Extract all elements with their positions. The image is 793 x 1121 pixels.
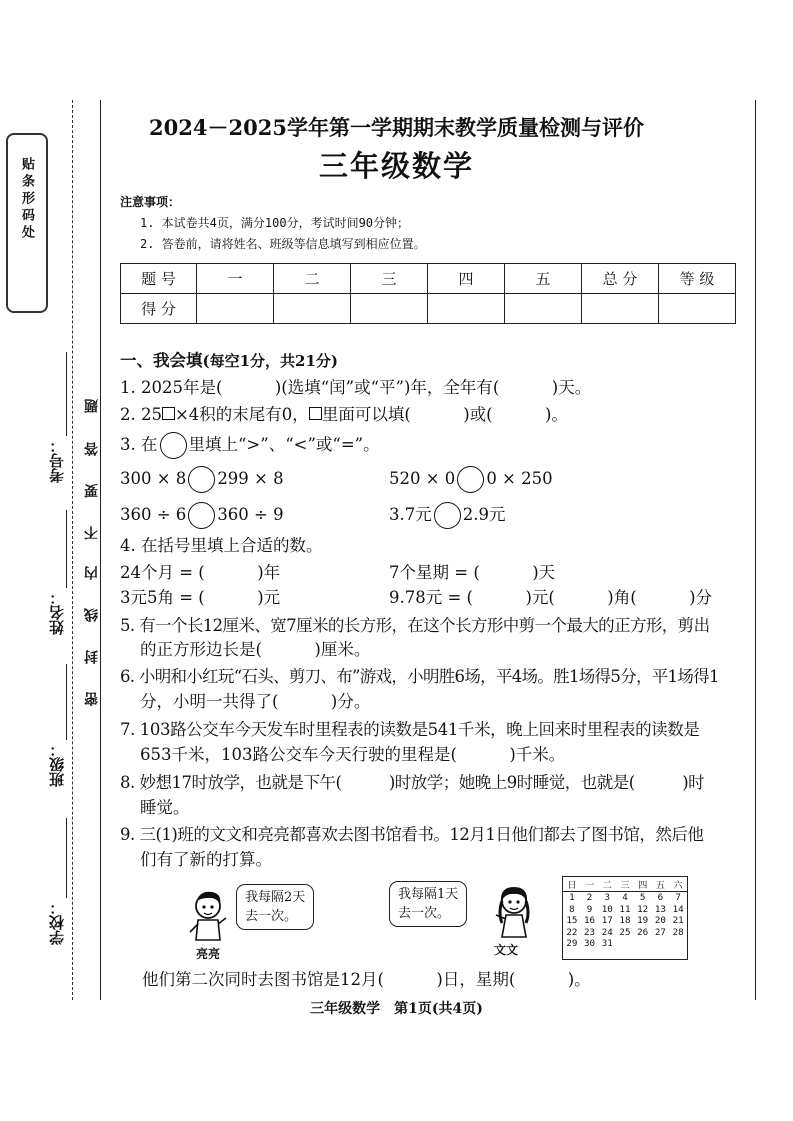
bubble-line: 去一次。 [245, 909, 298, 924]
compare-item [120, 466, 284, 493]
calendar-day [652, 938, 670, 950]
compare-left: 520 × 0 [389, 469, 456, 488]
weekday-header: 五 [652, 877, 670, 892]
class-line[interactable] [66, 664, 67, 740]
notes-item: 1. 本试卷共4页，满分100分，考试时间90分钟； [140, 216, 410, 230]
score-cell[interactable] [274, 294, 351, 324]
score-header: 五 [505, 264, 582, 294]
notes-item: 2. 答卷前，请将姓名、班级等信息填写到相应位置。 [140, 237, 426, 251]
calendar-day: 23 [584, 926, 596, 938]
q2-part: 2. 25 [120, 405, 162, 424]
section-title [120, 349, 338, 373]
seal-char: 题 [84, 399, 100, 413]
q2-part: 里面可以填( )或( )。 [321, 405, 568, 424]
calendar-day: 25 [619, 926, 631, 938]
calendar-day: 20 [654, 915, 666, 927]
question-8-line1: 8. 妙想17时放学，也就是下午( )时放学；她晚上9时睡觉，也就是( )时 [120, 773, 705, 792]
calendar-day: 6 [657, 892, 664, 904]
weekday-header: 三 [616, 877, 634, 892]
question-5-line2: 的正方形边长是( )厘米。 [140, 640, 371, 659]
calendar-day [616, 938, 634, 950]
convert-item: 9.78元 = ( )元( )角( )分 [389, 588, 713, 607]
notes-heading: 注意事项： [120, 195, 181, 209]
question-1: 1. 2025年是( )(选填“闰”或“平”)年，全年有( )天。 [120, 378, 592, 397]
calendar-day [634, 938, 652, 950]
q3-part: 里填上“>”、“<”或“=”。 [188, 435, 380, 454]
calendar-day: 27 [654, 926, 666, 938]
boy-figure-icon [186, 888, 230, 946]
seal-char: 答 [84, 442, 100, 456]
exam-subject: 三年级数学 [318, 149, 474, 183]
school-line[interactable] [66, 818, 67, 898]
question-8-line2: 睡觉。 [140, 798, 190, 817]
calendar-day: 16 [584, 915, 596, 927]
calendar-day: 8 [569, 903, 575, 915]
calendar-day: 4 [622, 892, 628, 904]
compare-circle[interactable] [457, 466, 484, 493]
calendar-day: 1 [569, 892, 575, 904]
score-cell[interactable] [197, 294, 274, 324]
seal-char: 线 [84, 608, 100, 622]
blank-square-icon [162, 407, 175, 420]
question-9-line2: 们有了新的打算。 [140, 850, 272, 869]
score-header: 四 [428, 264, 505, 294]
score-cell[interactable] [505, 294, 582, 324]
compare-right: 0 × 250 [486, 469, 553, 488]
question-7-line1: 7. 103路公交车今天发车时里程表的读数是541千米，晚上回来时里程表的读数是 [120, 720, 700, 739]
seal-char: 封 [84, 650, 100, 664]
question-7-line2: 653千米，103路公交车今天行驶的里程是( )千米。 [140, 745, 566, 764]
compare-item [389, 502, 506, 529]
bubble-line: 我每隔1天 [398, 887, 459, 902]
notes [120, 192, 426, 255]
question-4: 4. 在括号里填上合适的数。 [120, 536, 323, 555]
question-2 [120, 403, 568, 427]
calendar-day: 9 [586, 903, 593, 915]
compare-item [120, 502, 284, 529]
calendar-day: 5 [639, 892, 646, 904]
score-cell[interactable] [659, 294, 736, 324]
calendar-day: 2 [586, 892, 593, 904]
question-5-line1: 5. 有一个长12厘米、宽7厘米的长方形，在这个长方形中剪一个最大的正方形，剪出 [120, 616, 710, 635]
compare-circle[interactable] [434, 502, 461, 529]
question-9-line1: 9. 三(1)班的文文和亮亮都喜欢去图书馆看书。12月1日他们都去了图书馆，然后他 [120, 825, 704, 844]
calendar-day: 28 [672, 926, 684, 938]
calendar-day: 18 [619, 915, 631, 927]
q3-part: 3. 在 [120, 435, 158, 454]
exam-number-label: 考号： [48, 438, 66, 483]
compare-left: 300 × 8 [120, 469, 187, 488]
calendar-day: 3 [604, 892, 611, 904]
question-6-line2: 分，小明一共得了( )分。 [140, 692, 371, 711]
december-calendar [562, 876, 688, 960]
compare-circle[interactable] [188, 466, 215, 493]
calendar-day: 31 [601, 938, 613, 950]
speech-bubble-right [389, 881, 467, 927]
weekday-header: 二 [598, 877, 616, 892]
calendar-day: 21 [672, 915, 684, 927]
section-title-text: 一、我会填 [120, 351, 203, 370]
calendar-day: 24 [601, 926, 613, 938]
fold-line-inner [100, 100, 101, 1000]
score-header: 题 号 [121, 264, 197, 294]
bubble-line: 我每隔2天 [245, 890, 306, 905]
speech-bubble-left [236, 884, 314, 930]
calendar-day [669, 938, 687, 950]
score-cell[interactable] [582, 294, 659, 324]
calendar-day: 7 [675, 892, 681, 904]
seal-char: 内 [84, 566, 100, 580]
section-note: (每空1分，共21分) [202, 352, 339, 370]
q2-part: ×4积的末尾有0， [174, 405, 309, 424]
compare-right: 2.9元 [462, 505, 506, 524]
compare-right: 299 × 8 [217, 469, 284, 488]
weekday-header: 四 [634, 877, 652, 892]
name-liangliang: 亮亮 [196, 947, 221, 961]
student-name-label: 姓名： [48, 590, 66, 635]
weekday-header: 一 [581, 877, 599, 892]
compare-circle[interactable] [188, 502, 215, 529]
compare-left: 3.7元 [389, 505, 432, 524]
seal-char: 密 [84, 692, 100, 706]
score-header: 一 [197, 264, 274, 294]
circle-blank-icon [160, 432, 187, 459]
student-name-line[interactable] [66, 510, 67, 588]
score-row-label: 得 分 [121, 294, 197, 324]
score-header: 总 分 [582, 264, 659, 294]
blank-square-icon [309, 407, 322, 420]
calendar-day: 11 [619, 903, 631, 915]
seal-char: 要 [84, 484, 100, 498]
question-3 [120, 432, 380, 459]
seal-char: 不 [84, 526, 100, 540]
calendar-day: 13 [654, 903, 666, 915]
calendar-day: 19 [637, 915, 649, 927]
weekday-header: 六 [669, 877, 687, 892]
convert-item: 7个星期 = ( )天 [389, 563, 556, 582]
calendar-day: 30 [584, 938, 596, 950]
score-cell[interactable] [428, 294, 505, 324]
convert-item: 3元5角 = ( )元 [120, 588, 281, 607]
calendar-day: 10 [601, 903, 613, 915]
bubble-line: 去一次。 [398, 906, 451, 921]
calendar-day: 26 [637, 926, 649, 938]
compare-right: 360 ÷ 9 [217, 505, 284, 524]
calendar-day: 15 [566, 915, 578, 927]
exam-number-line[interactable] [66, 352, 67, 436]
girl-figure-icon [492, 883, 536, 943]
class-label: 班级： [48, 742, 66, 787]
calendar-day: 12 [637, 903, 649, 915]
score-table [120, 263, 736, 324]
score-header: 等 级 [659, 264, 736, 294]
fold-line-outer [72, 100, 73, 1000]
calendar-day: 29 [566, 938, 578, 950]
barcode-label: 贴条形码处 [19, 157, 34, 242]
name-wenwen: 文文 [494, 943, 519, 957]
school-label: 学校： [48, 900, 66, 945]
score-header: 二 [274, 264, 351, 294]
score-header: 三 [351, 264, 428, 294]
calendar-day: 22 [566, 926, 578, 938]
question-6-line1: 6. 小明和小红玩“石头、剪刀、布”游戏，小明胜6场，平4场。胜1场得5分，平1场得1 [120, 667, 719, 686]
page-footer: 三年级数学 第1页(共4页) [310, 1001, 483, 1017]
weekday-header: 日 [563, 877, 581, 892]
convert-item: 24个月 = ( )年 [120, 563, 281, 582]
compare-item [389, 466, 553, 493]
score-cell[interactable] [351, 294, 428, 324]
compare-left: 360 ÷ 6 [120, 505, 187, 524]
calendar-day: 17 [601, 915, 613, 927]
exam-title: 2024－2025学年第一学期期末教学质量检测与评价 [149, 115, 644, 140]
calendar-day: 14 [672, 903, 684, 915]
question-9-answer: 他们第二次同时去图书馆是12月( )日，星期( )。 [142, 970, 591, 989]
page-border-right [755, 100, 756, 1000]
